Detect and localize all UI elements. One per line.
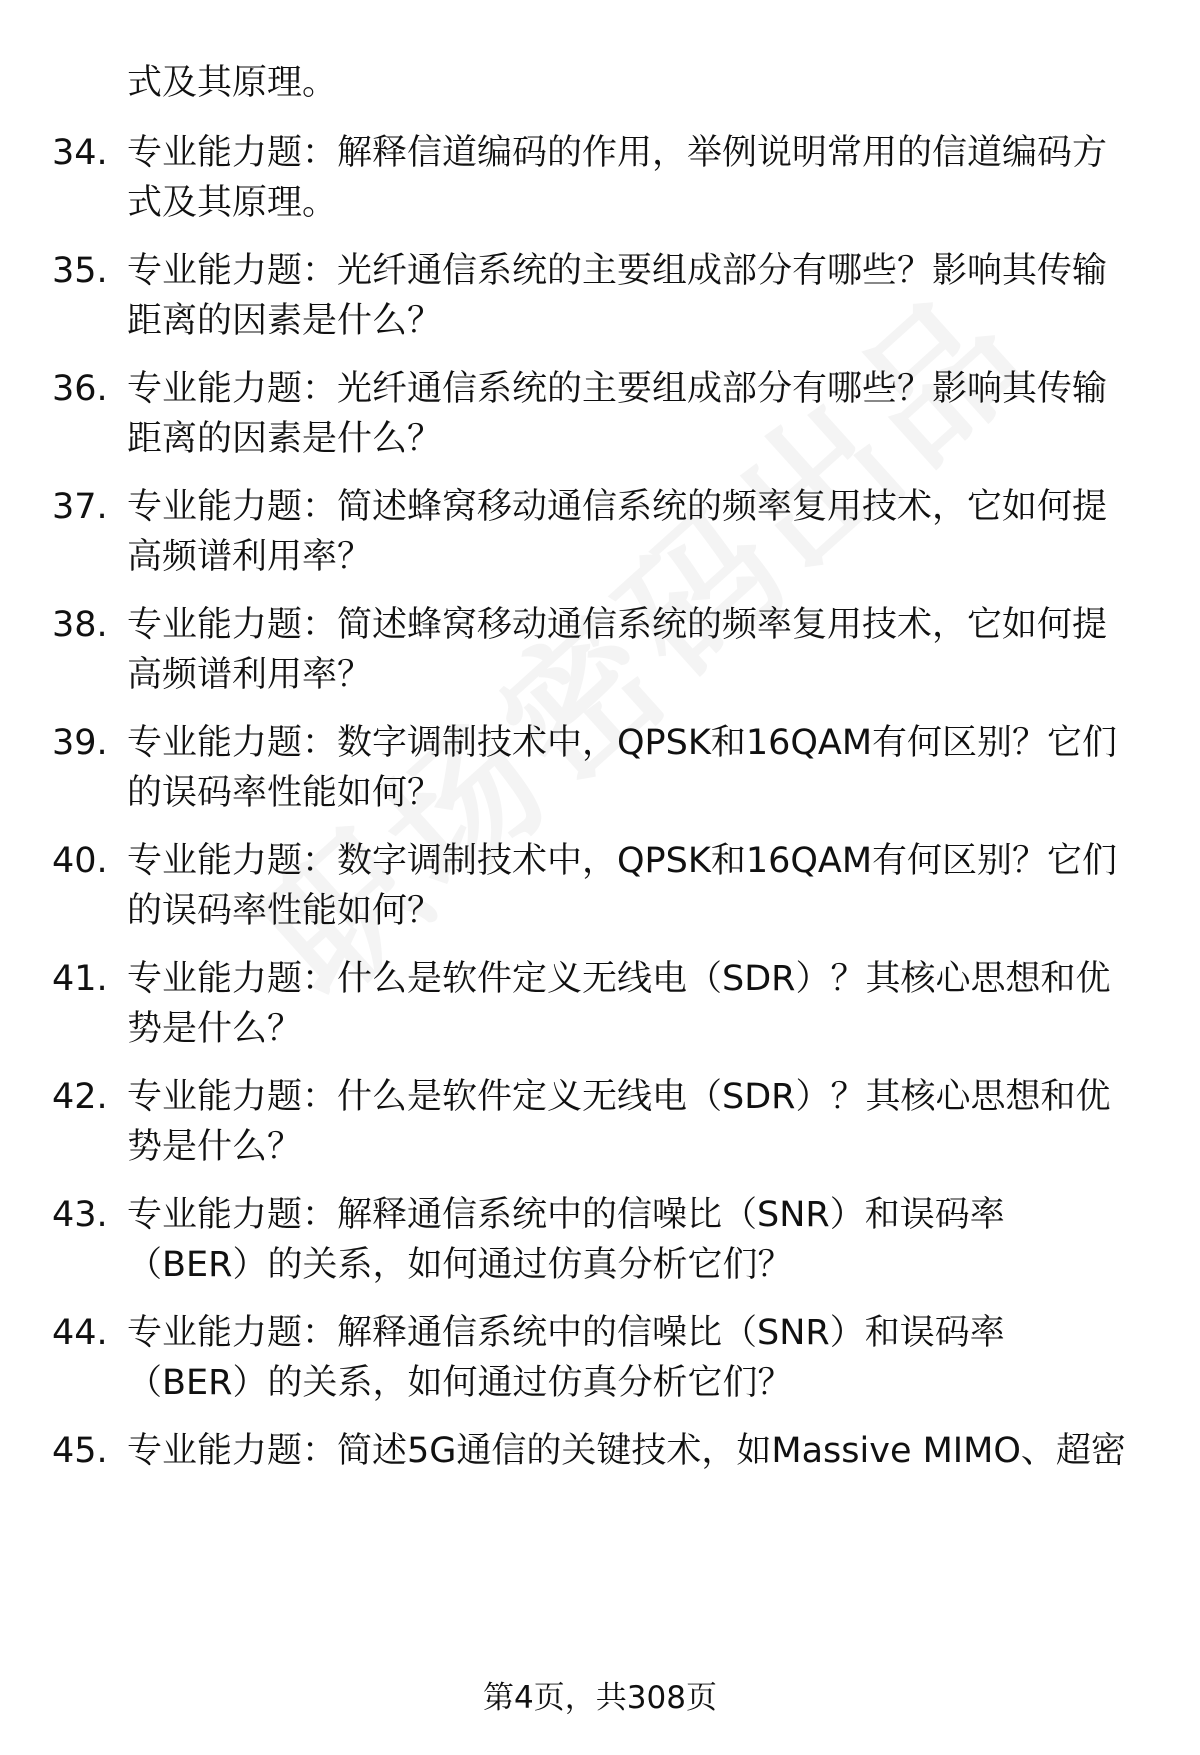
item-text-line-1: 专业能力题：简述蜂窝移动通信系统的频率复用技术，它如何提 — [127, 605, 1108, 645]
item-text-line-1: 专业能力题：什么是软件定义无线电（SDR）？其核心思想和优 — [127, 1077, 1111, 1117]
item-text-line-2: 距离的因素是什么？ — [127, 301, 443, 341]
item-text-line-1: 专业能力题：数字调制技术中，QPSK和16QAM有何区别？它们 — [127, 841, 1118, 881]
item-number: 36. — [52, 369, 108, 409]
item-text-line-2: 高频谱利用率？ — [127, 655, 373, 695]
item-number: 39. — [52, 723, 108, 763]
item-text-line-1: 专业能力题：解释信道编码的作用，举例说明常用的信道编码方 — [127, 133, 1108, 173]
item-text-line-2: 高频谱利用率？ — [127, 537, 373, 577]
item-text-line-2: 的误码率性能如何？ — [127, 891, 443, 931]
item-text-line-1: 专业能力题：光纤通信系统的主要组成部分有哪些？影响其传输 — [127, 369, 1108, 409]
item-number: 37. — [52, 487, 108, 527]
item-text-line-1: 专业能力题：简述5G通信的关键技术，如Massive MIMO、超密 — [127, 1431, 1126, 1471]
item-text-line-1: 专业能力题：简述蜂窝移动通信系统的频率复用技术，它如何提 — [127, 487, 1108, 527]
item-text-line-1: 专业能力题：解释通信系统中的信噪比（SNR）和误码率 — [127, 1313, 1005, 1353]
item-text-line-1: 专业能力题：数字调制技术中，QPSK和16QAM有何区别？它们 — [127, 723, 1118, 763]
continuation-line: 式及其原理。 — [127, 63, 338, 103]
item-text-line-2: 的误码率性能如何？ — [127, 773, 443, 813]
item-text-line-2: 式及其原理。 — [127, 183, 338, 223]
page-footer: 第4页，共308页 — [483, 1680, 717, 1716]
item-number: 35. — [52, 251, 108, 291]
item-number: 43. — [52, 1195, 108, 1235]
item-number: 38. — [52, 605, 108, 645]
item-text-line-1: 专业能力题：什么是软件定义无线电（SDR）？其核心思想和优 — [127, 959, 1111, 999]
item-text-line-2: 势是什么？ — [127, 1009, 303, 1049]
item-text-line-2: 势是什么？ — [127, 1127, 303, 1167]
item-text-line-2: （BER）的关系，如何通过仿真分析它们？ — [127, 1363, 793, 1403]
item-number: 42. — [52, 1077, 108, 1117]
item-text-line-1: 专业能力题：解释通信系统中的信噪比（SNR）和误码率 — [127, 1195, 1005, 1235]
item-number: 45. — [52, 1431, 108, 1471]
item-number: 41. — [52, 959, 108, 999]
item-text-line-1: 专业能力题：光纤通信系统的主要组成部分有哪些？影响其传输 — [127, 251, 1108, 291]
item-text-line-2: （BER）的关系，如何通过仿真分析它们？ — [127, 1245, 793, 1285]
item-number: 40. — [52, 841, 108, 881]
item-text-line-2: 距离的因素是什么？ — [127, 419, 443, 459]
item-number: 34. — [52, 133, 108, 173]
item-number: 44. — [52, 1313, 108, 1353]
